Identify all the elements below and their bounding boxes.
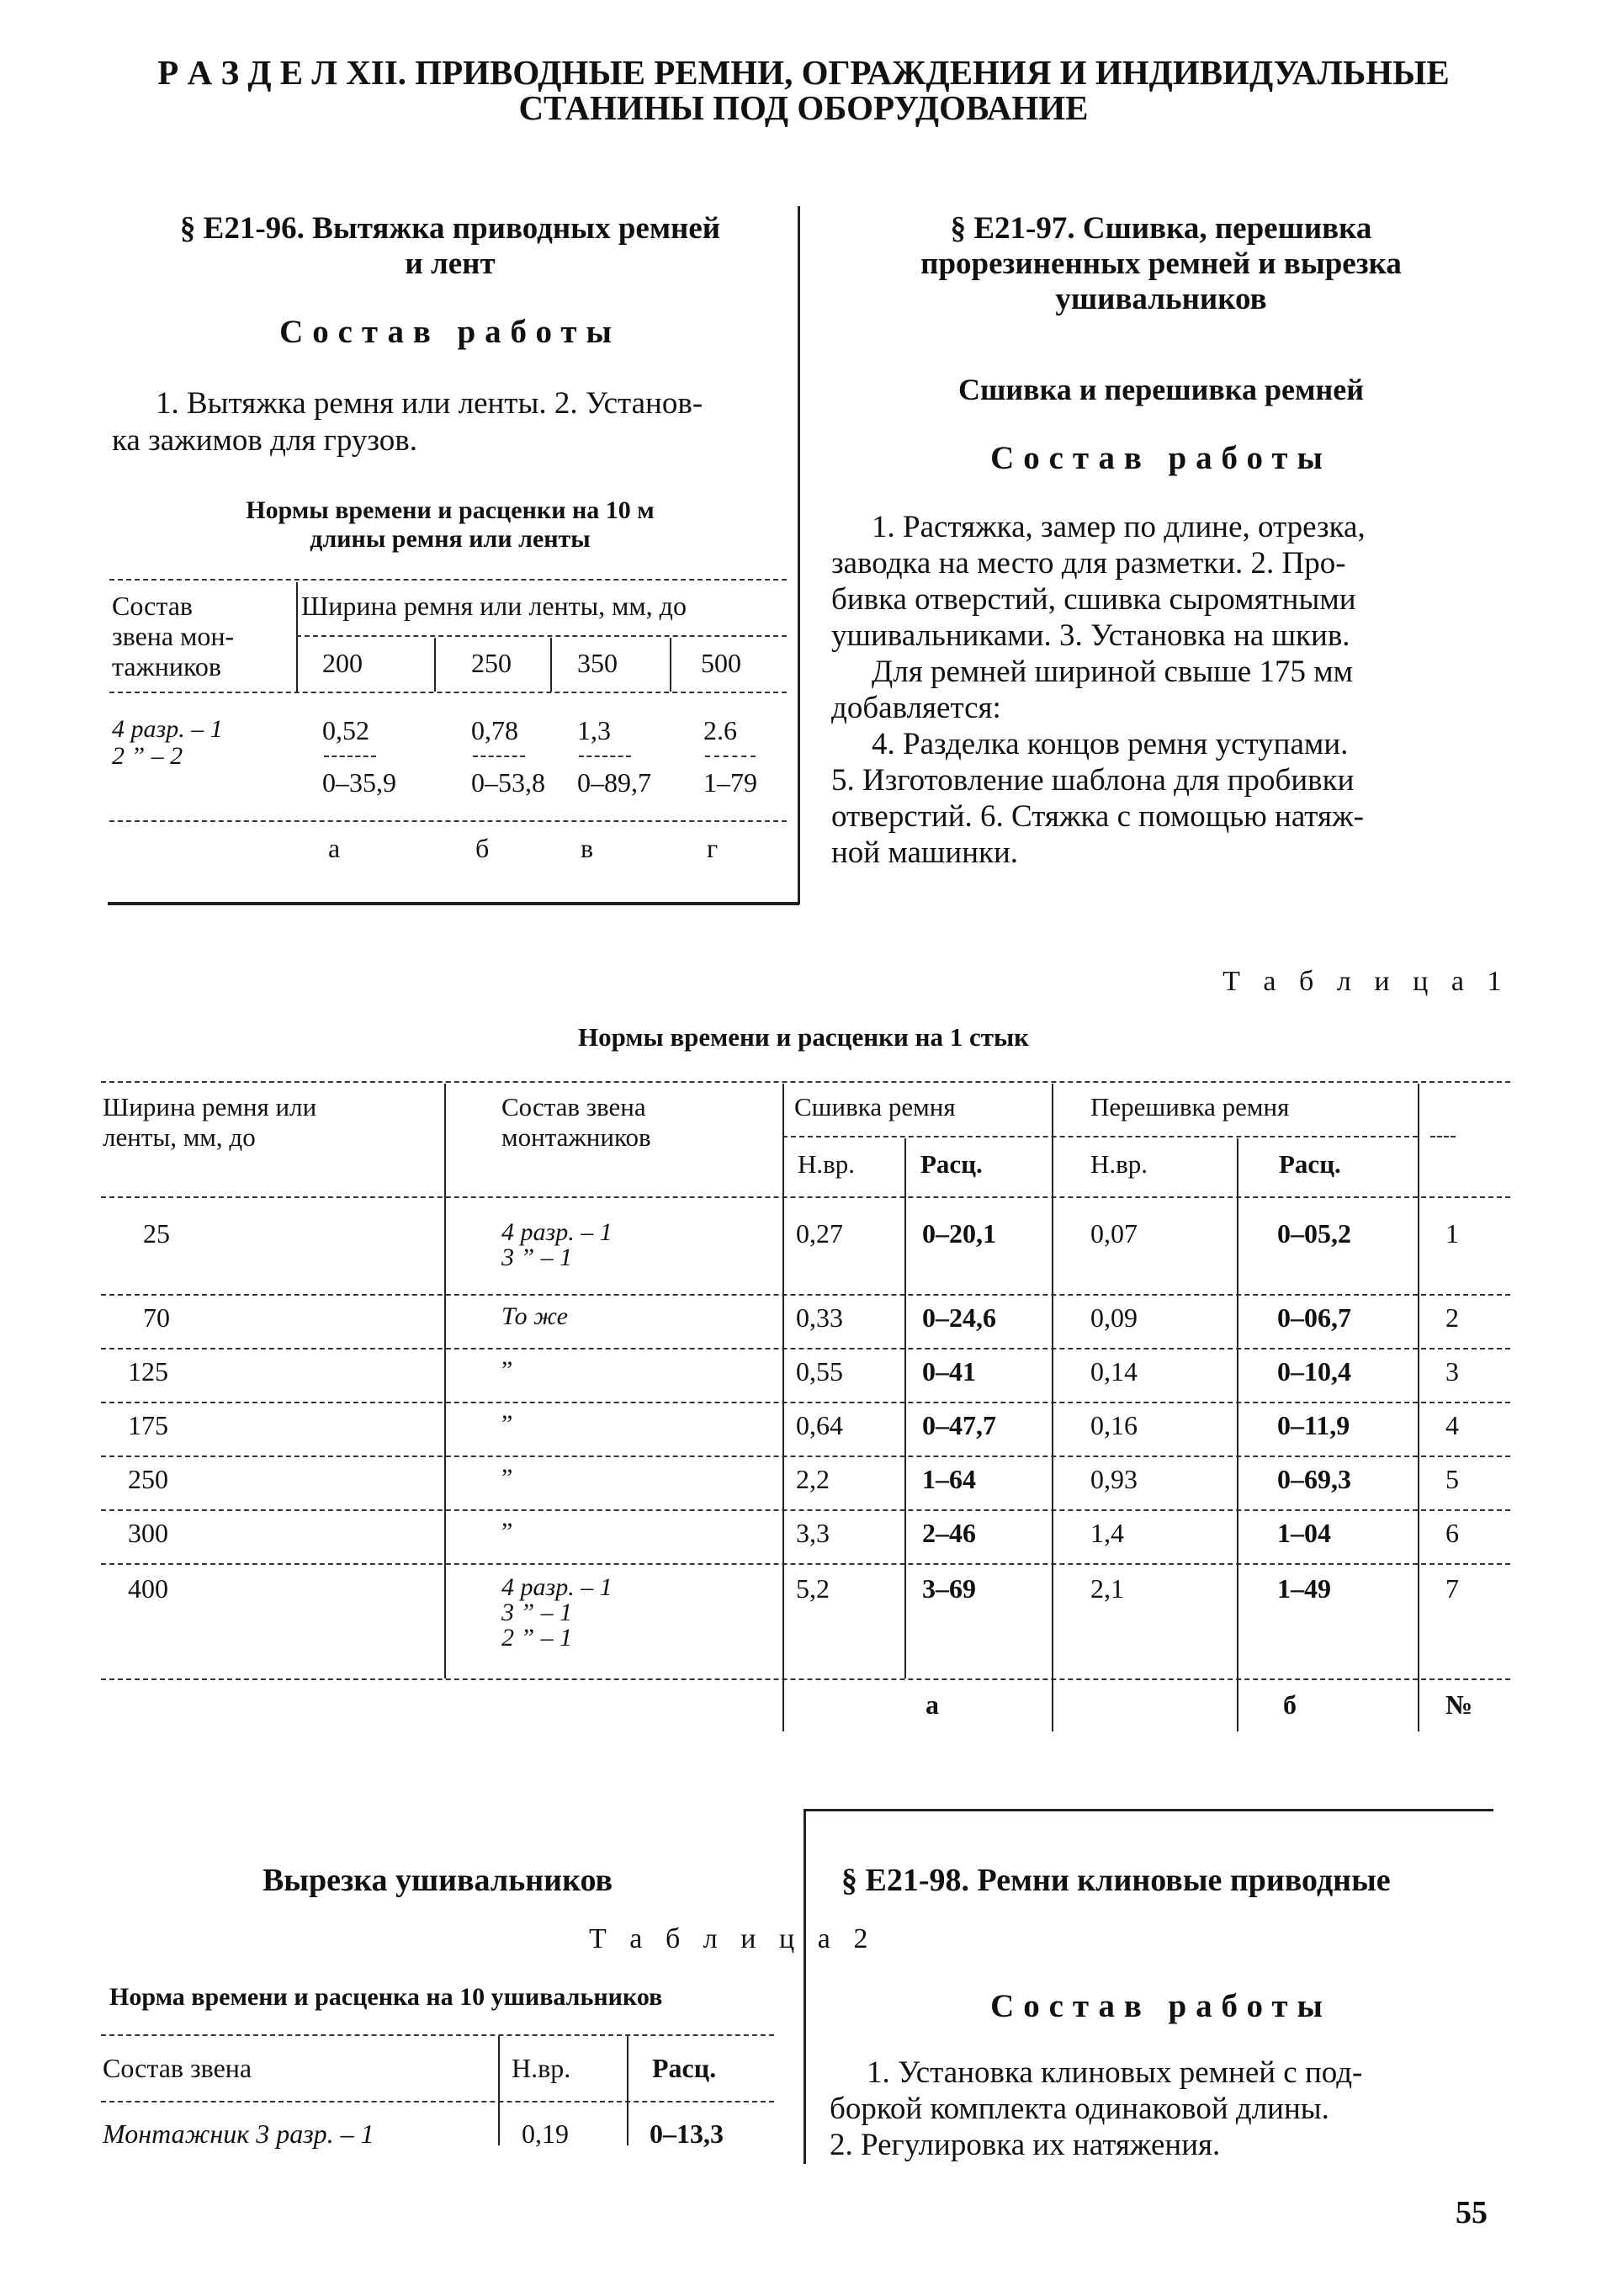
t1-r3-sew-nvr: 0,55: [796, 1356, 843, 1387]
t1-r1-resew-rasc: 0–05,2: [1277, 1218, 1351, 1249]
t1-r3-resew-nvr: 0,14: [1090, 1356, 1138, 1387]
e21-98-left-border: [804, 1809, 806, 2164]
t96-rate-d: 1–79: [703, 767, 757, 798]
e21-97-para2-l1: Для ремней шириной свыше 175 мм: [872, 655, 1354, 689]
t2-header-bottom-rule: [101, 2101, 774, 2102]
t1-hdr-width-1: Ширина ремня или: [103, 1092, 317, 1121]
t1-r3-crew: ”: [501, 1356, 513, 1384]
t96-frac-d: [705, 756, 756, 757]
t96-width-sub-rule: [296, 635, 787, 637]
t1-r6-resew-nvr: 1,4: [1090, 1518, 1124, 1548]
table1-caption: Нормы времени и расценки на 1 стык: [577, 1022, 1030, 1052]
t96-width-350: 350: [577, 648, 618, 678]
t96-crew-header-1: Состав: [112, 591, 194, 621]
t1-row6-rule: [101, 1563, 1510, 1565]
t1-hdr-crew-2: монтажников: [501, 1122, 651, 1152]
t1-sub-rule: [782, 1136, 1418, 1137]
t1-r2-resew-rasc: 0–06,7: [1277, 1302, 1351, 1333]
t1-footer-a: а: [925, 1689, 939, 1720]
e21-98-top-border: [804, 1809, 1493, 1811]
e21-97-para1-l4: ушивальниками. 3. Установка на шкив.: [831, 618, 1350, 653]
cutting-heading: Вырезка ушивальников: [262, 1863, 613, 1898]
t1-r7-crew-3: 2 ” – 1: [501, 1624, 573, 1652]
section-title-line2: СТАНИНЫ ПОД ОБОРУДОВАНИЕ: [518, 88, 1089, 127]
t1-r3-sew-rasc: 0–41: [922, 1356, 976, 1387]
t1-hdr-sew-rasc: Расц.: [920, 1149, 983, 1179]
t1-r7-resew-nvr: 2,1: [1090, 1573, 1124, 1604]
t96-crew-header-2: звена мон-: [112, 621, 235, 651]
column-divider-top: [798, 206, 800, 904]
t1-hdr-crew-1: Состав звена: [501, 1092, 646, 1121]
t2-crew: Монтажник 3 разр. – 1: [103, 2118, 374, 2149]
t96-vline-crew: [296, 582, 298, 692]
t1-r1-resew-nvr: 0,07: [1090, 1218, 1138, 1249]
t1-r1-width: 25: [143, 1218, 170, 1249]
t1-r5-width: 250: [128, 1464, 168, 1494]
t96-frac-b: [473, 756, 525, 757]
t1-r4-sew-nvr: 0,64: [796, 1410, 843, 1440]
e21-96-work-text-1: 1. Вытяжка ремня или ленты. 2. Установ-: [156, 386, 703, 421]
t1-footer-no: №: [1445, 1689, 1473, 1720]
t96-width-header: Ширина ремня или ленты, мм, до: [301, 591, 687, 621]
t96-rate-c: 0–89,7: [577, 767, 651, 798]
e21-97-para3-l2: 5. Изготовление шаблона для пробивки: [831, 763, 1355, 798]
t1-r2-crew: То же: [501, 1302, 568, 1330]
t1-r7-sew-nvr: 5,2: [796, 1573, 830, 1604]
e21-96-work-text-2: ка зажимов для грузов.: [112, 423, 417, 458]
e21-96-norms-caption-1: Нормы времени и расценки на 10 м: [246, 496, 655, 524]
e21-96-norms-caption-2: длины ремня или ленты: [310, 525, 591, 553]
t1-footer-b: б: [1283, 1689, 1297, 1720]
t1-r5-crew: ”: [501, 1464, 513, 1492]
t1-r4-no: 4: [1445, 1410, 1459, 1440]
t96-crew-row-1: 4 разр. – 1: [112, 715, 223, 743]
e21-97-para3-l4: ной машинки.: [831, 835, 1019, 870]
t1-r5-no: 5: [1445, 1464, 1459, 1494]
t96-frac-a: [324, 756, 376, 757]
t2-nvr: 0,19: [522, 2118, 569, 2149]
t1-r1-crew-2: 3 ” – 1: [501, 1243, 573, 1271]
t1-vline-width: [444, 1084, 446, 1678]
e21-97-para3-l3: отверстий. 6. Стяжка с помощью натяж-: [831, 799, 1364, 834]
t96-header-bottom-rule: [109, 692, 787, 693]
t1-row4-rule: [101, 1456, 1510, 1457]
e21-98-work-heading: Состав работы: [990, 1988, 1332, 2024]
t1-r7-crew-1: 4 разр. – 1: [501, 1573, 613, 1601]
t1-r4-sew-rasc: 0–47,7: [922, 1410, 996, 1440]
t1-row5-rule: [101, 1509, 1510, 1511]
t1-hdr-sew: Сшивка ремня: [794, 1092, 956, 1121]
t1-r6-no: 6: [1445, 1518, 1459, 1548]
t96-letter-a: а: [328, 833, 341, 863]
t96-frac-c: [579, 756, 631, 757]
t96-width-250: 250: [471, 648, 512, 678]
t1-r7-no: 7: [1445, 1573, 1459, 1604]
t1-r7-width: 400: [128, 1573, 168, 1604]
t1-r6-resew-rasc: 1–04: [1277, 1518, 1331, 1548]
page-number: 55: [1456, 2195, 1488, 2230]
t1-row2-rule: [101, 1348, 1510, 1349]
t96-top-rule: [109, 579, 787, 581]
t1-hdr-resew-rasc: Расц.: [1279, 1149, 1341, 1179]
t1-row1-rule: [101, 1294, 1510, 1296]
t96-rate-a: 0–35,9: [322, 767, 396, 798]
e21-97-subheading: Сшивка и перешивка ремней: [958, 373, 1364, 406]
t1-row3-rule: [101, 1402, 1510, 1403]
t1-r7-resew-rasc: 1–49: [1277, 1573, 1331, 1604]
t1-r3-resew-rasc: 0–10,4: [1277, 1356, 1351, 1387]
t1-r4-resew-nvr: 0,16: [1090, 1410, 1138, 1440]
e21-98-line1: 1. Установка клиновых ремней с под-: [867, 2055, 1363, 2090]
t1-r1-sew-rasc: 0–20,1: [922, 1218, 996, 1249]
t1-r5-sew-rasc: 1–64: [922, 1464, 976, 1494]
e21-96-work-heading: Состав работы: [279, 314, 621, 350]
e21-97-para1-l3: бивка отверстий, сшивка сыромятными: [831, 582, 1356, 617]
t2-vline-1: [498, 2036, 500, 2145]
t96-vline-2: [550, 638, 552, 692]
e21-97-para2-l2: добавляется:: [831, 691, 1001, 725]
t96-crew-row-2: 2 ” – 2: [112, 742, 183, 770]
t1-vline-crew: [782, 1084, 784, 1731]
t1-r1-no: 1: [1445, 1218, 1459, 1249]
t1-header-bottom-rule: [101, 1196, 1510, 1198]
t96-rate-b: 0–53,8: [471, 767, 545, 798]
t1-r4-resew-rasc: 0–11,9: [1277, 1410, 1350, 1440]
t96-norm-a: 0,52: [322, 715, 369, 745]
e21-96-title-line1: § Е21-96. Вытяжка приводных ремней: [179, 211, 721, 246]
e21-97-title-line2: прорезиненных ремней и вырезка: [920, 247, 1402, 281]
t2-hdr-crew: Состав звена: [103, 2053, 252, 2083]
t1-top-rule: [101, 1081, 1510, 1083]
t1-r4-crew: ”: [501, 1410, 513, 1438]
t1-hdr-resew: Перешивка ремня: [1090, 1092, 1290, 1121]
e21-97-para3-l1: 4. Разделка концов ремня уступами.: [872, 727, 1349, 761]
table2-label: Т а б л и ц а 2: [589, 1923, 876, 1954]
table1-label: Т а б л и ц а 1: [1222, 966, 1509, 997]
t96-norm-d: 2.6: [703, 715, 737, 745]
t1-r6-crew: ”: [501, 1518, 513, 1546]
table2-caption: Норма времени и расценка на 10 ушивальников: [109, 1983, 663, 2011]
t1-vline-sew-resew: [1052, 1084, 1053, 1731]
t96-crew-header-3: тажников: [112, 651, 221, 681]
t1-r2-sew-nvr: 0,33: [796, 1302, 843, 1333]
e21-97-title-line1: § Е21-97. Сшивка, перешивка: [950, 211, 1372, 246]
t1-hdr-resew-nvr: Н.вр.: [1090, 1149, 1148, 1179]
t1-r6-width: 300: [128, 1518, 168, 1548]
e21-98-line3: 2. Регулировка их натяжения.: [830, 2128, 1221, 2162]
t1-r5-resew-rasc: 0–69,3: [1277, 1464, 1351, 1494]
t96-width-200: 200: [322, 648, 363, 678]
t1-r7-sew-rasc: 3–69: [922, 1573, 976, 1604]
t96-letter-d: г: [707, 833, 719, 863]
t2-top-rule: [101, 2034, 774, 2036]
t2-rasc: 0–13,3: [650, 2118, 724, 2149]
t1-r3-width: 125: [128, 1356, 168, 1387]
t1-no-header-dash: [1430, 1136, 1456, 1137]
e21-97-work-heading: Состав работы: [990, 440, 1332, 476]
t1-r2-sew-rasc: 0–24,6: [922, 1302, 996, 1333]
t96-body-bottom-rule: [109, 820, 787, 822]
t96-norm-b: 0,78: [471, 715, 518, 745]
e21-96-bottom-border: [108, 902, 799, 905]
t96-letter-b: б: [475, 833, 490, 863]
t96-width-500: 500: [701, 648, 741, 678]
t1-r1-crew-1: 4 разр. – 1: [501, 1218, 613, 1246]
t1-r5-resew-nvr: 0,93: [1090, 1464, 1138, 1494]
t1-r2-resew-nvr: 0,09: [1090, 1302, 1138, 1333]
t1-body-bottom-rule: [101, 1678, 1510, 1680]
t2-hdr-rasc: Расц.: [652, 2053, 717, 2083]
e21-97-para1-l2: заводка на место для разметки. 2. Про-: [831, 546, 1346, 581]
section-title-line1: Р А З Д Е Л XII. ПРИВОДНЫЕ РЕМНИ, ОГРАЖДЕНИЯ И ИНДИВИДУАЛЬНЫЕ: [157, 53, 1450, 92]
t1-r6-sew-rasc: 2–46: [922, 1518, 976, 1548]
e21-97-title-line3: ушивальников: [1055, 282, 1267, 316]
t1-r2-width: 70: [143, 1302, 170, 1333]
t1-r4-width: 175: [128, 1410, 168, 1440]
e21-98-title: § Е21-98. Ремни клиновые приводные: [841, 1863, 1391, 1898]
t1-hdr-width-2: ленты, мм, до: [103, 1122, 256, 1152]
t1-vline-sew-inner: [904, 1138, 906, 1678]
t96-vline-3: [670, 638, 671, 692]
t1-r6-sew-nvr: 3,3: [796, 1518, 830, 1548]
t2-hdr-nvr: Н.вр.: [512, 2053, 571, 2083]
t1-r2-no: 2: [1445, 1302, 1459, 1333]
t96-vline-1: [434, 638, 436, 692]
t1-hdr-sew-nvr: Н.вр.: [798, 1149, 856, 1179]
t1-vline-resew-no: [1418, 1084, 1419, 1731]
t1-r7-crew-2: 3 ” – 1: [501, 1599, 573, 1626]
t2-vline-2: [627, 2036, 628, 2145]
e21-98-line2: боркой комплекта одинаковой длины.: [830, 2092, 1329, 2126]
e21-96-title-line2: и лент: [405, 247, 496, 281]
e21-97-para1-l1: 1. Растяжка, замер по длине, отрезка,: [872, 510, 1366, 544]
t1-r5-sew-nvr: 2,2: [796, 1464, 830, 1494]
t1-r3-no: 3: [1445, 1356, 1459, 1387]
t96-norm-c: 1,3: [577, 715, 611, 745]
t1-r1-sew-nvr: 0,27: [796, 1218, 843, 1249]
t96-letter-c: в: [581, 833, 594, 863]
t1-vline-resew-inner: [1237, 1138, 1238, 1731]
